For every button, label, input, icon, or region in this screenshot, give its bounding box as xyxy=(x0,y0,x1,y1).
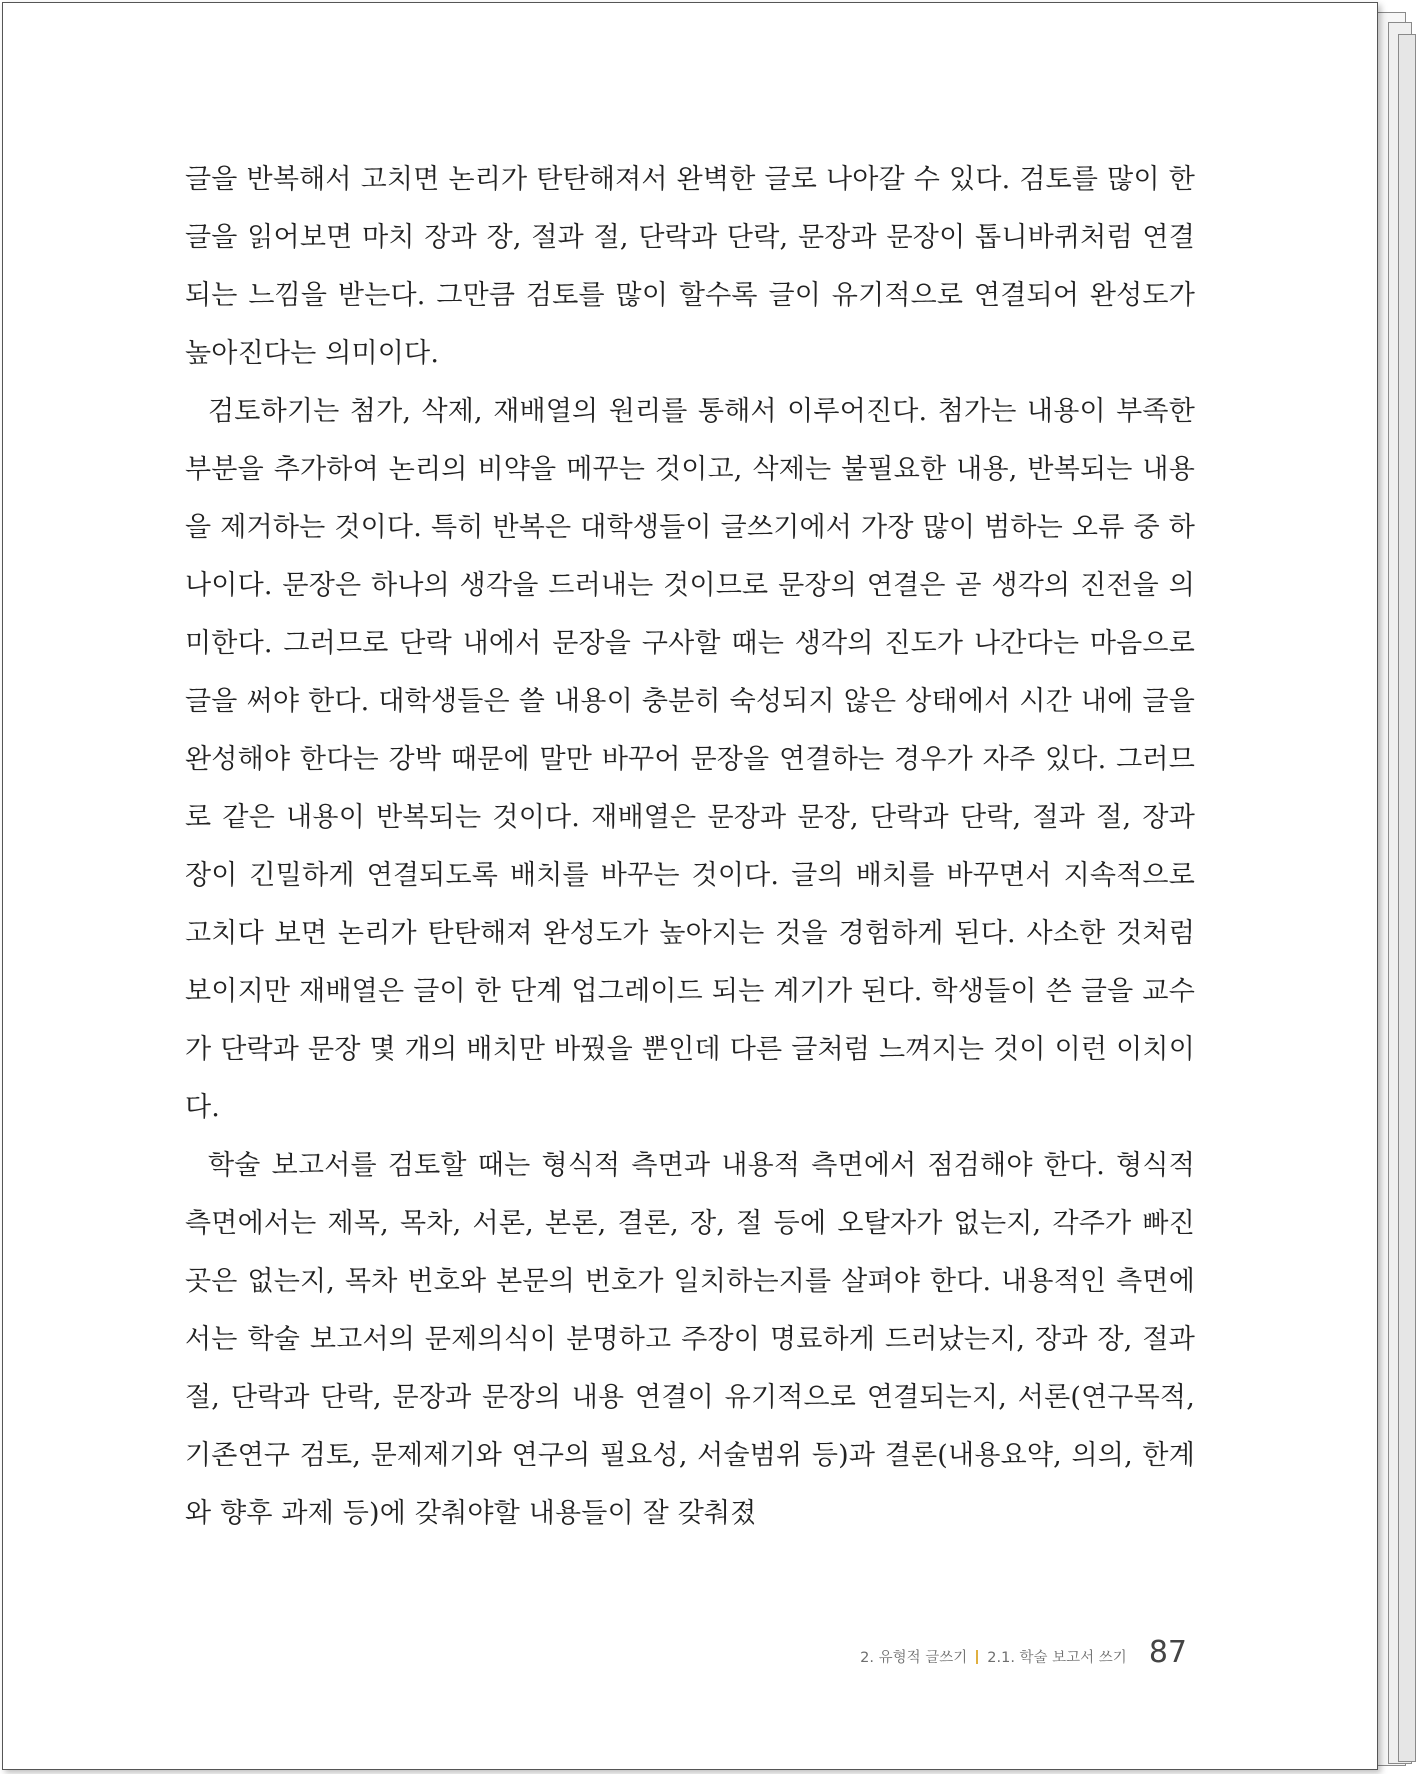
footer-section: 2.1. 학술 보고서 쓰기 xyxy=(987,1650,1127,1666)
footer-separator xyxy=(976,1650,978,1664)
page-footer xyxy=(860,1635,1187,1670)
body-text xyxy=(185,151,1195,1543)
paragraph-3: 학술 보고서를 검토할 때는 형식적 측면과 내용적 측면에서 점검해야 한다. 형식적 측면에서는 제목, 목차, 서론, 본론, 결론, 장, 절 등에 오탈자가 없는지, 각주가 빠진 곳은 없는지, 목차 번호와 본문의 번호가 일치하는지를 살펴야 한다. 내용적인 측면에서는 학술 보고서의 문제의식이 분명하고 주장이 명료하게 드러났는지, 장과 장, 절과 절, 단락과 단락, 문장과 문장의 내용 연결이 유기적으로 연결되는지, 서론(연구목적, 기존연구 검토, 문제제기와 연구의 필요성, 서술범위 등)과 결론(내용요약, 의의, 한계와 향후 과제 등)에 갖춰야할 내용들이 잘 갖춰졌 xyxy=(185,1150,1195,1529)
page-number: 87 xyxy=(1148,1635,1187,1670)
footer-chapter: 2. 유형적 글쓰기 xyxy=(860,1650,968,1666)
paragraph-1: 글을 반복해서 고치면 논리가 탄탄해져서 완벽한 글로 나아갈 수 있다. 검토를 많이 한 글을 읽어보면 마치 장과 장, 절과 절, 단락과 단락, 문장과 문장이 톱니바퀴처럼 연결되는 느낌을 받는다. 그만큼 검토를 많이 할수록 글이 유기적으로 연결되어 완성도가 높아진다는 의미이다. xyxy=(185,164,1195,369)
back-page-edge xyxy=(1398,34,1416,1762)
paragraph-2: 검토하기는 첨가, 삭제, 재배열의 원리를 통해서 이루어진다. 첨가는 내용이 부족한 부분을 추가하여 논리의 비약을 메꾸는 것이고, 삭제는 불필요한 내용, 반복되는 내용을 제거하는 것이다. 특히 반복은 대학생들이 글쓰기에서 가장 많이 범하는 오류 중 하나이다. 문장은 하나의 생각을 드러내는 것이므로 문장의 연결은 곧 생각의 진전을 의미한다. 그러므로 단락 내에서 문장을 구사할 때는 생각의 진도가 나간다는 마음으로 글을 써야 한다. 대학생들은 쓸 내용이 충분히 숙성되지 않은 상태에서 시간 내에 글을 완성해야 한다는 강박 때문에 말만 바꾸어 문장을 연결하는 경우가 자주 있다. 그러므로 같은 내용이 반복되는 것이다. 재배열은 문장과 문장, 단락과 단락, 절과 절, 장과 장이 긴밀하게 연결되도록 배치를 바꾸는 것이다. 글의 배치를 바꾸면서 지속적으로 고치다 보면 논리가 탄탄해져 완성도가 높아지는 것을 경험하게 된다. 사소한 것처럼 보이지만 재배열은 글이 한 단계 업그레이드 되는 계기가 된다. 학생들이 쓴 글을 교수가 단락과 문장 몇 개의 배치만 바꿨을 뿐인데 다른 글처럼 느껴지는 것이 이런 이치이다. xyxy=(185,396,1195,1123)
book-page xyxy=(2,2,1378,1770)
